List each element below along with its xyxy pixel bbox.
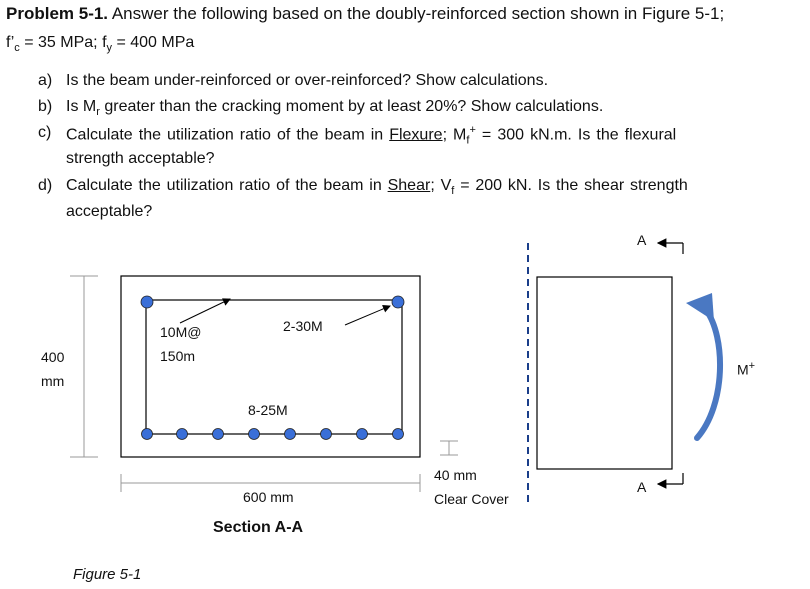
cut-label-top: A [637,232,647,248]
beam-section-outline [121,276,420,457]
fy-label: f [102,34,107,51]
question-label: d) [38,177,53,194]
stirrup-leader-arrow [180,299,230,323]
bottom-bar [357,429,368,440]
bottom-bar [177,429,188,440]
question-text: Calculate the utilization ratio of the beam in Flexure; $M_f^+ = 300$ kN.m. Is the flexural [66,124,677,147]
moment-arrow-body [697,310,720,438]
stirrup-label: 10M@ [160,324,202,340]
cover-value: 40 mm [434,467,477,483]
bottom-bar [213,429,224,440]
question-text: Is $M_r$ greater than the cracking moment by at least 20%? Show calculations. [66,98,604,119]
bottom-bar [285,429,296,440]
fc-sub: c [14,42,20,55]
question-label: b) [38,98,53,115]
moment-arrow-head [686,293,714,321]
top-bar-leader-arrow [345,306,390,325]
top-bar [141,296,153,308]
problem-intro: Answer the following based on the doubly-reinforced section shown in Figure 5-1; [111,4,725,23]
top-bars-label: 2-30M [283,318,323,334]
question-text: Calculate the utilization ratio of the beam in Shear; $V_f = 200$ kN. Is the shear strength [66,177,688,198]
fy-value: = 400 MPa [112,34,195,51]
question-text-continued: strength acceptable? [66,150,215,167]
question-label: c) [38,124,52,141]
section-title: Section A-A [213,519,304,536]
question-label: a) [38,72,53,89]
height-unit: mm [41,373,65,389]
width-label: 600 mm [243,489,294,505]
moment-label: M+ [737,360,756,378]
bottom-bars-label: 8-25M [248,402,288,418]
top-bar [392,296,404,308]
bottom-bar [393,429,404,440]
problem-number: Problem 5-1. [6,4,109,23]
cover-label: Clear Cover [434,491,509,507]
question-text-continued: acceptable? [66,203,153,220]
height-value: 400 [41,349,65,365]
fc-value: = 35 MPa; [19,34,103,51]
stirrup-spacing: 150m [160,348,196,364]
fy-sub: y [106,42,113,55]
bottom-bar [321,429,332,440]
figure-caption: Figure 5-1 [73,566,142,583]
beam-elevation [537,277,672,469]
cut-label-bottom: A [637,479,647,495]
bottom-bar [142,429,153,440]
question-text: Is the beam under-reinforced or over-reinforced? Show calculations. [66,72,549,89]
bottom-bar [249,429,260,440]
fc-label: f’ [6,34,15,51]
